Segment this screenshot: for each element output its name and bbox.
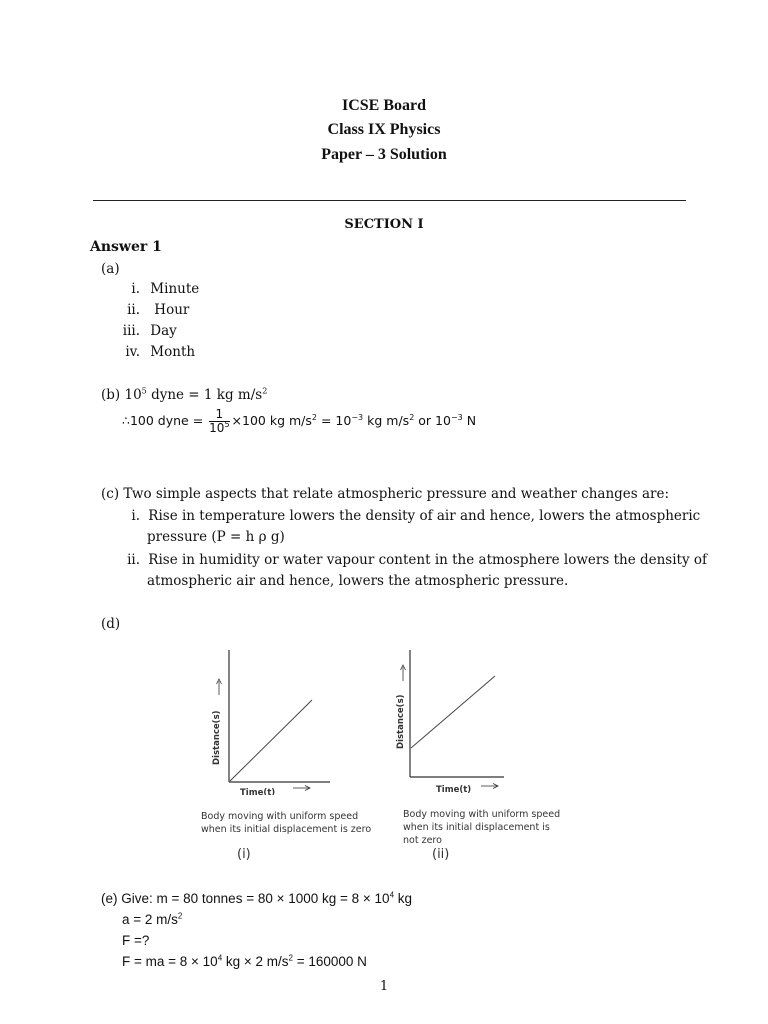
part-b-line1: [101, 386, 267, 404]
y-axis-label: Distance(s): [212, 710, 222, 765]
item-number: i.: [131, 281, 140, 297]
part-a-item: [100, 280, 199, 298]
equation-text: a = 2 m/s: [122, 912, 178, 927]
y-axis-label: Distance(s): [396, 694, 406, 749]
power-base: 10: [124, 387, 142, 403]
part-c-item: [118, 551, 707, 569]
exponent: 5: [141, 386, 147, 396]
x-axis-label: Time(t): [240, 788, 276, 795]
item-text: Month: [150, 344, 196, 360]
distance-time-line: [411, 676, 495, 748]
exponent: 2: [311, 412, 317, 422]
therefore-symbol: ∴: [122, 413, 130, 428]
part-e-line3: F =?: [122, 933, 150, 948]
exponent: 2: [262, 386, 268, 396]
exponent: 5: [224, 420, 230, 429]
x-axis-label: Time(t): [436, 785, 472, 795]
equation-text: 100 dyne =: [129, 413, 204, 428]
item-number: ii.: [127, 302, 140, 318]
power-base: 10: [209, 421, 225, 435]
graph-caption: [201, 810, 371, 836]
distance-time-line: [230, 700, 312, 781]
item-number: iii.: [122, 323, 140, 339]
header-paper: Paper – 3 Solution: [321, 146, 447, 163]
exponent: 2: [288, 953, 293, 963]
part-a-item: [100, 322, 177, 340]
graph-number: (i): [237, 847, 251, 862]
item-text: Day: [150, 323, 177, 339]
section-heading: SECTION I: [344, 217, 424, 232]
exponent: 4: [217, 953, 223, 963]
equation-text: N: [466, 413, 477, 428]
item-text-continued: pressure (P = h ρ g): [147, 529, 285, 545]
item-text: Rise in temperature lowers the density of air and hence, lowers the atmospheric: [148, 508, 701, 524]
equation-text: kg m/s: [367, 413, 410, 428]
item-text-continued: atmospheric air and hence, lowers the atmospheric pressure.: [147, 573, 569, 589]
part-e-line4: [122, 953, 367, 971]
part-a-label: (a): [101, 261, 120, 277]
part-b-line2: [122, 408, 476, 435]
part-a-item: [100, 343, 195, 361]
answer-heading: Answer 1: [90, 239, 162, 255]
caption-line: not zero: [403, 835, 442, 846]
equation-text: F = ma = 8 × 10: [122, 954, 218, 969]
page-number: 1: [379, 979, 389, 994]
part-d-label: (d): [101, 616, 121, 632]
part-a-item: [100, 301, 189, 319]
exponent: −3: [351, 412, 364, 422]
part-e-line2: [122, 911, 182, 929]
header-divider: [93, 200, 686, 201]
equation-text: = 10: [320, 413, 352, 428]
exponent: 2: [177, 911, 183, 921]
equation-text: dyne = 1 kg m/s: [151, 387, 263, 403]
header-class: Class IX Physics: [327, 121, 441, 138]
fraction-denominator: [209, 421, 229, 435]
header-title: ICSE Board: [341, 97, 427, 114]
item-number: iv.: [125, 344, 140, 360]
equation-text: ×100 kg m/s: [231, 413, 312, 428]
caption-line: when its initial displacement is zero: [201, 824, 372, 835]
equation-text: or 10: [418, 413, 451, 428]
graph-caption: [403, 808, 560, 847]
caption-line: when its initial displacement is: [403, 822, 550, 833]
exponent: 2: [409, 412, 415, 422]
equation-text: = 160000 N: [293, 954, 367, 969]
graph-uniform-speed-zero-displacement: [205, 645, 335, 795]
item-number: ii.: [127, 552, 140, 568]
part-b-label: (b): [101, 387, 121, 403]
equation-text: (e) Give: m = 80 tonnes = 80 × 1000 kg = 8 × 10: [101, 891, 390, 906]
part-e-line1: [101, 890, 412, 908]
item-text: Hour: [154, 302, 190, 318]
item-text: Minute: [150, 281, 200, 297]
graph-number: (ii): [432, 847, 450, 862]
exponent: 4: [389, 890, 395, 900]
item-number: i.: [131, 508, 140, 524]
caption-line: Body moving with uniform speed: [201, 811, 359, 822]
graph-uniform-speed-nonzero-displacement: [394, 645, 524, 795]
equation-text: kg: [394, 891, 413, 906]
fraction-numerator: 1: [215, 407, 224, 421]
fraction: [209, 408, 229, 435]
part-c-intro: (c) Two simple aspects that relate atmospheric pressure and weather changes are:: [101, 486, 670, 502]
caption-line: Body moving with uniform speed: [403, 809, 561, 820]
part-c-item: [118, 507, 700, 525]
equation-text: kg × 2 m/s: [222, 954, 289, 969]
item-text: Rise in humidity or water vapour content in the atmosphere lowers the density of: [148, 552, 708, 568]
exponent: −3: [450, 412, 463, 422]
